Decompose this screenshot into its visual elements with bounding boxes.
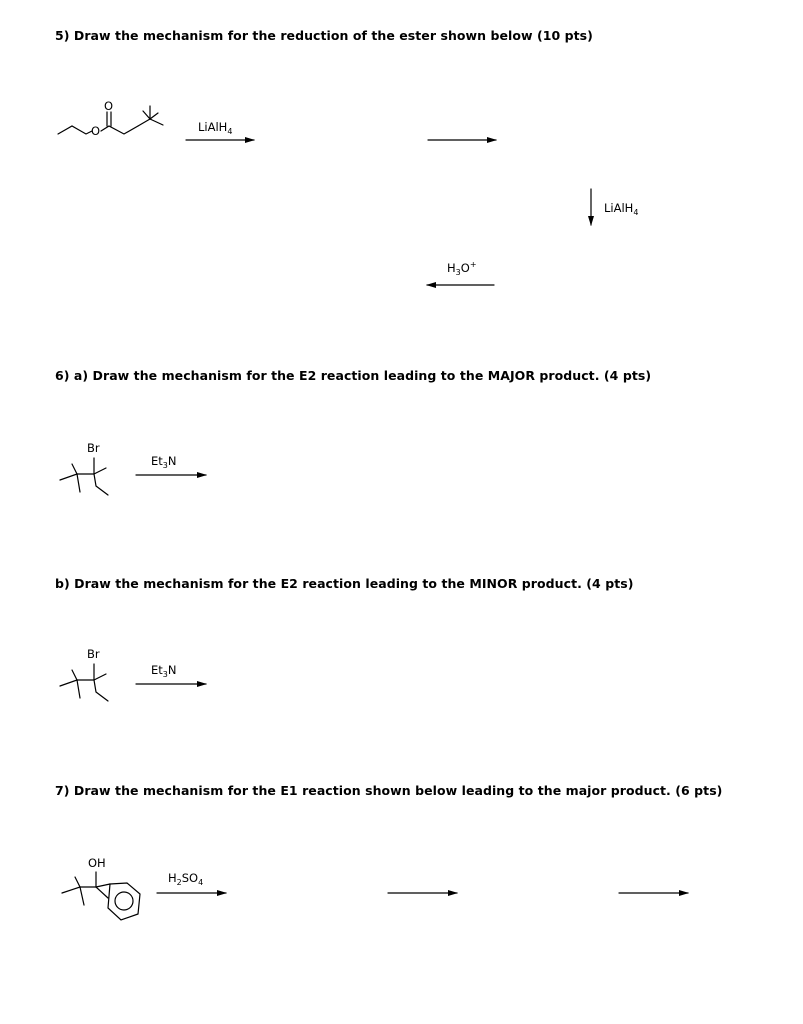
reagent-h2so4: $H_2SO_4$ <box>168 871 204 887</box>
question-6b: b) Draw the mechanism for the E2 reaction leading to the MINOR product. (4 pts) <box>55 576 634 591</box>
question-6a: 6) a) Draw the mechanism for the E2 reaction leading to the MAJOR product. (4 pts) <box>55 368 652 383</box>
reagent-et3n-2: $Et_3N$ <box>151 663 177 679</box>
atom-oh: OH <box>88 856 106 870</box>
alkyl-bromide-molecule-2 <box>60 664 108 701</box>
atom-br-2: Br <box>87 647 100 661</box>
reagent-lialh4-1: LiAlH$_4$ <box>198 120 233 136</box>
atom-o-ether: O <box>91 124 101 138</box>
tertiary-alcohol-molecule <box>62 872 140 920</box>
reagent-et3n-1: $Et_3N$ <box>151 454 177 470</box>
reagent-lialh4-2: LiAlH$_4$ <box>604 201 639 217</box>
atom-br-1: Br <box>87 441 100 455</box>
question-5: 5) Draw the mechanism for the reduction of the ester shown below (10 pts) <box>55 28 593 43</box>
question-7: 7) Draw the mechanism for the E1 reaction shown below leading to the major product. (6 pts) <box>55 783 723 798</box>
reagent-h3o: $H_3O^+$ <box>447 260 477 277</box>
atom-o-carbonyl: O <box>104 99 114 113</box>
alkyl-bromide-molecule-1 <box>60 458 108 495</box>
